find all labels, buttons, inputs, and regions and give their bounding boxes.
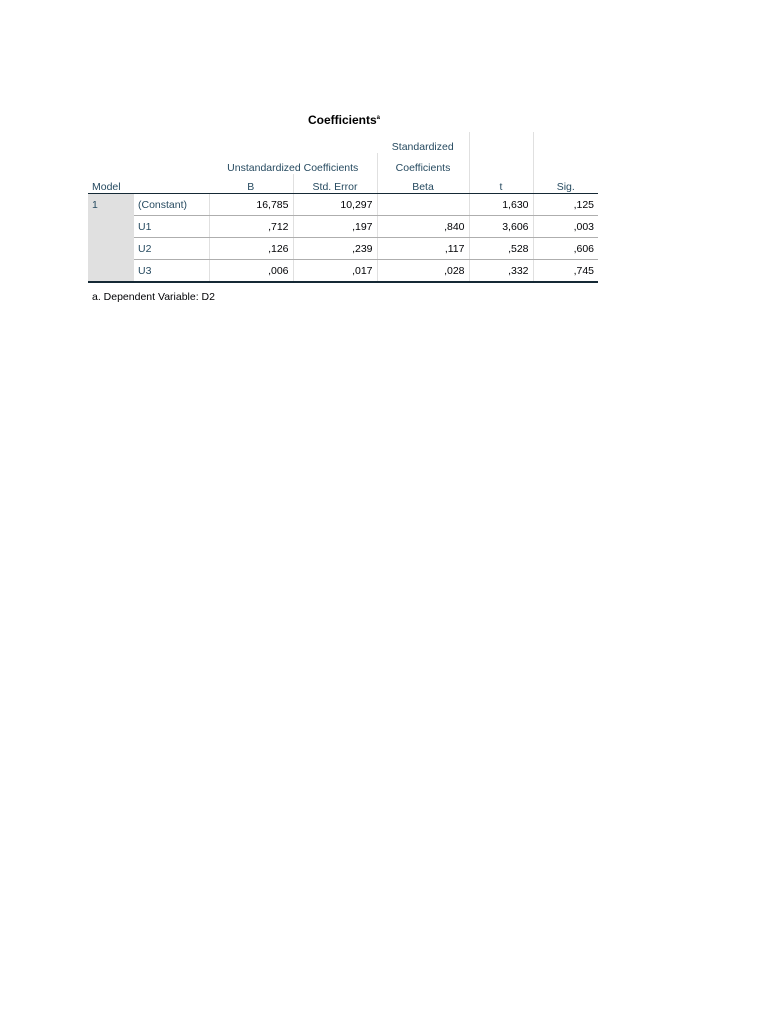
cell-beta bbox=[377, 194, 469, 216]
cell-sig: ,745 bbox=[533, 260, 598, 283]
row-label: (Constant) bbox=[134, 194, 209, 216]
cell-b: ,126 bbox=[209, 238, 293, 260]
header-model: Model bbox=[88, 174, 209, 194]
header-b: B bbox=[209, 174, 293, 194]
header-row-3 bbox=[88, 174, 598, 194]
model-number: 1 bbox=[88, 194, 134, 216]
header-beta: Beta bbox=[377, 174, 469, 194]
cell-std-error: ,239 bbox=[293, 238, 377, 260]
cell-sig: ,606 bbox=[533, 238, 598, 260]
header-standardized-line2: Coefficients bbox=[377, 153, 469, 174]
row-label: U3 bbox=[134, 260, 209, 283]
table-row bbox=[88, 260, 598, 283]
cell-beta: ,840 bbox=[377, 216, 469, 238]
table-row bbox=[88, 216, 598, 238]
table-row bbox=[88, 238, 598, 260]
table-title bbox=[88, 113, 600, 127]
cell-std-error: 10,297 bbox=[293, 194, 377, 216]
cell-t: 3,606 bbox=[469, 216, 533, 238]
cell-sig: ,003 bbox=[533, 216, 598, 238]
cell-std-error: ,017 bbox=[293, 260, 377, 283]
table-footnote: a. Dependent Variable: D2 bbox=[92, 291, 215, 303]
cell-b: ,712 bbox=[209, 216, 293, 238]
header-standardized-line1: Standardized bbox=[377, 132, 469, 153]
header-sig: Sig. bbox=[533, 174, 598, 194]
header-row-1 bbox=[88, 132, 598, 153]
row-label: U2 bbox=[134, 238, 209, 260]
title-footnote-marker: a bbox=[376, 115, 381, 121]
header-std-error: Std. Error bbox=[293, 174, 377, 194]
cell-beta: ,117 bbox=[377, 238, 469, 260]
cell-t: ,332 bbox=[469, 260, 533, 283]
cell-beta: ,028 bbox=[377, 260, 469, 283]
coefficients-table bbox=[88, 132, 598, 283]
header-row-2 bbox=[88, 153, 598, 174]
cell-b: 16,785 bbox=[209, 194, 293, 216]
header-unstandardized-group: Unstandardized Coefficients bbox=[209, 153, 377, 174]
row-label: U1 bbox=[134, 216, 209, 238]
table-title-text: Coefficients bbox=[307, 113, 377, 127]
cell-std-error: ,197 bbox=[293, 216, 377, 238]
table-row bbox=[88, 194, 598, 216]
cell-t: ,528 bbox=[469, 238, 533, 260]
header-t: t bbox=[469, 174, 533, 194]
cell-sig: ,125 bbox=[533, 194, 598, 216]
cell-b: ,006 bbox=[209, 260, 293, 283]
cell-t: 1,630 bbox=[469, 194, 533, 216]
